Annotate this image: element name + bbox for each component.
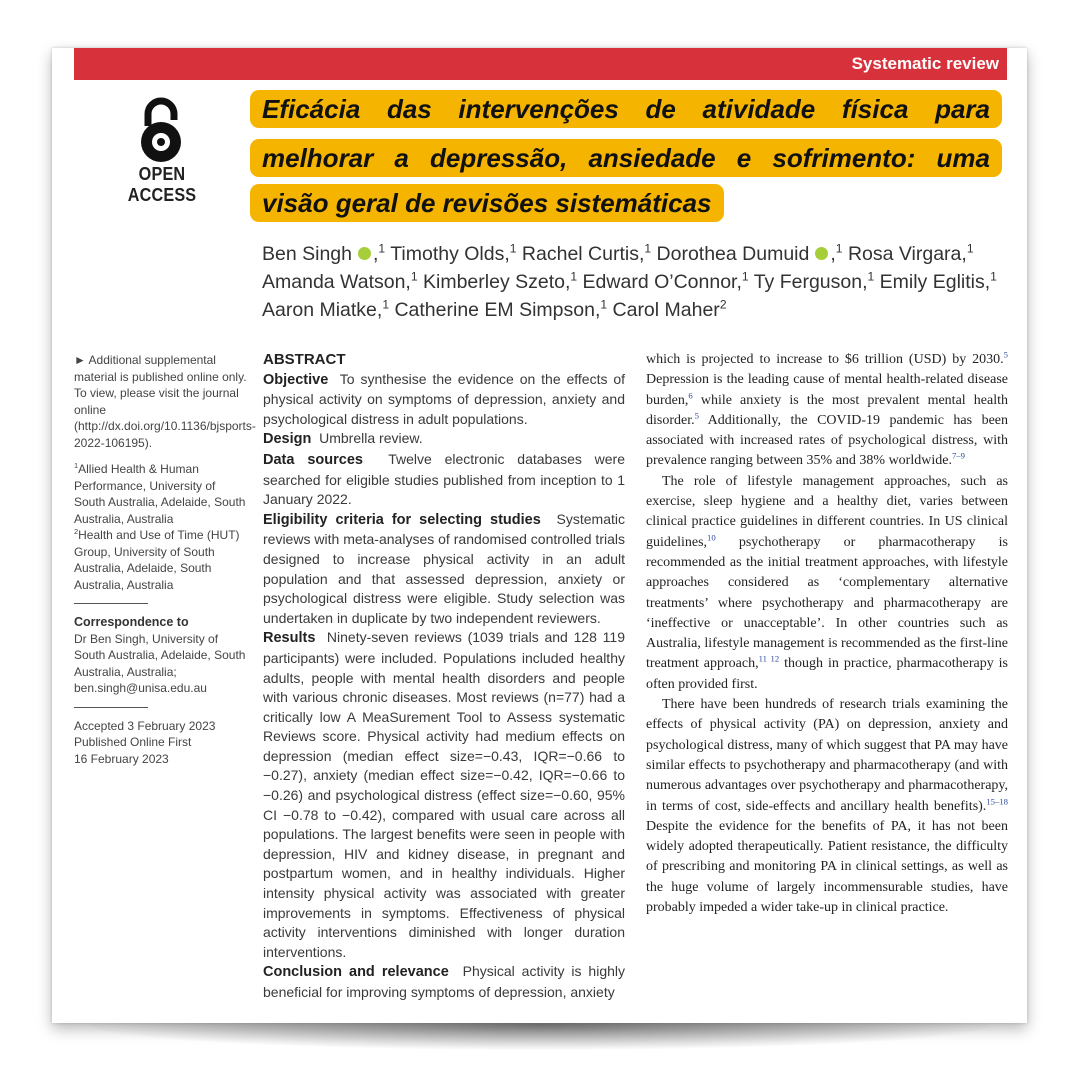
- accepted-date: Accepted 3 February 2023: [74, 718, 216, 733]
- abstract-conclusion: Conclusion and relevance Physical activity is highly beneficial for improving symptoms of depression, anxiety: [263, 963, 626, 1000]
- citation-link[interactable]: 15–18: [986, 795, 1008, 806]
- supplemental-note: ► Additional supplemental material is published online only. To view, please visit the journal online (http://dx.doi.org/10.1136/bjsports-2022-106195).: [74, 353, 256, 450]
- author: Aaron Miatke,$^1$: [262, 297, 390, 321]
- article-title-line-2: melhorar a depressão, ansiedade e sofrimento: uma: [250, 139, 1002, 177]
- author: Rachel Curtis,$^1$: [521, 241, 652, 265]
- body-text-column: [646, 350, 1008, 997]
- abstract-data-sources: Data sources Twelve electronic databases were searched for eligible studies published from inception to 1 January 2022.: [263, 450, 626, 508]
- orcid-icon[interactable]: [815, 247, 828, 260]
- author: Timothy Olds,$^1$: [390, 241, 517, 265]
- author: Carol Maher$^2$: [612, 297, 727, 321]
- abstract-objective: Objective To synthesise the evidence on the effects of physical activity on symptoms of depression, anxiety and psychological distress in adult populations.: [263, 370, 626, 427]
- author: Ty Ferguson,$^1$: [753, 269, 875, 293]
- sidebar-divider: [74, 707, 148, 708]
- author-list: [262, 240, 1002, 324]
- abstract-design: Design Umbrella review.: [263, 430, 423, 448]
- section-banner: [74, 48, 1007, 80]
- affiliation-2: $^2$Health and Use of Time (HUT) Group, University of South Australia, Adelaide, South Australia, Australia: [74, 527, 240, 592]
- orcid-icon[interactable]: [358, 247, 371, 260]
- article-page: [52, 48, 1027, 1023]
- affiliation-1: $^1$Allied Health & Human Performance, University of South Australia, Adelaide, South Australia, Australia: [74, 461, 246, 526]
- citation-link[interactable]: 7–9: [951, 450, 965, 461]
- author: Amanda Watson,$^1$: [262, 269, 418, 293]
- body-paragraph-2: The role of lifestyle management approaches, such as exercise, sleep hygiene and a healthy diet, varies between clinical practice guidelines in different countries. In US clinical guidelines,$^{10}$ psychotherapy or pharmacotherapy is recommended as the initial treatment approaches, with lifestyle approaches considered as ‘complementary alternative treatments’ where psychotherapy and pharmacotherapy are ‘ineffective or unacceptable’. In other countries such as Australia, lifestyle management is recommended as the first-line treatment approach,$^{11 12}$ though in practice, pharmacotherapy is often provided first.: [646, 473, 1008, 692]
- open-access-label: OPEN ACCESS: [127, 164, 197, 205]
- author: Catherine EM Simpson,$^1$: [394, 297, 608, 321]
- author: Rosa Virgara,$^1$: [847, 241, 974, 265]
- published-online-date: 16 February 2023: [74, 751, 169, 766]
- article-sidebar: [74, 352, 256, 767]
- citation-link[interactable]: 6: [688, 389, 693, 400]
- correspondence-heading: Correspondence to: [74, 615, 189, 629]
- body-paragraph-1: which is projected to increase to $6 trillion (USD) by 2030.$^5$ Depression is the leading cause of mental health-related disease burden,$^6$ while anxiety is the most prevalent mental health disorder.$^5$ Additionally, the COVID-19 pandemic has been associated with increased rates of psychological distress, with prevalence ranging between 35% and 38% worldwide.$^{7-9}$: [646, 350, 1008, 469]
- article-title-line-3: visão geral de revisões sistemáticas: [250, 184, 724, 222]
- article-title-line-1: Eficácia das intervenções de atividade física para: [250, 90, 1002, 128]
- sidebar-divider: [74, 603, 148, 604]
- body-paragraph-3: There have been hundreds of research trials examining the effects of physical activity (PA) on depression, anxiety and psychological distress, many of which suggest that PA may have similar effects to psychotherapy and pharmacotherapy (and with numerous advantages over psychotherapy and pharmacotherapy, in terms of cost, side-effects and ancillary health benefits).$^{15-18}$ Despite the evidence for the benefits of PA, it has not been widely adopted therapeutically. Patient resistance, the difficulty of prescribing and monitoring PA in clinical settings, as well as the huge volume of largely incommensurable studies, have probably impeded a wider take-up in clinical practice.: [646, 697, 1008, 916]
- author: Emily Eglitis,$^1$: [879, 269, 997, 293]
- banner-label: Systematic review: [851, 54, 999, 73]
- published-online-label: Published Online First: [74, 735, 192, 749]
- abstract-heading: ABSTRACT: [263, 351, 346, 368]
- author: Kimberley Szeto,$^1$: [423, 269, 578, 293]
- author: Edward O’Connor,$^1$: [582, 269, 749, 293]
- citation-link[interactable]: 5: [1003, 350, 1008, 360]
- citation-link[interactable]: 5: [694, 410, 699, 421]
- author: Dorothea Dumuid ,$^1$: [656, 241, 843, 265]
- abstract-eligibility: Eligibility criteria for selecting studies Systematic reviews with meta-analyses of randomised controlled trials designed to increase physical activity in an adult population and that assessed depression, anxiety or psychological distress were eligible. Study selection was undertaken in duplicate by two independent reviewers.: [263, 510, 625, 626]
- abstract-results: Results Ninety-seven reviews (1039 trials and 128 119 participants) were included. Populations included healthy adults, people with mental health disorders and people with various chronic diseases. Most reviews (n=77) had a critically low A MeaSurement Tool to Assess systematic Reviews score. Physical activity had medium effects on depression (median effect size=−0.43, IQR=−0.66 to −0.27), anxiety (median effect size=−0.42, IQR=−0.66 to −0.26) and psychological distress (effect size=−0.60, 95% CI −0.78 to −0.42), compared with usual care across all populations. The largest benefits were seen in people with depression, HIV and kidney disease, in pregnant and postpartum women, and in healthy individuals. Higher intensity physical activity was associated with greater improvements in symptoms. Effectiveness of physical activity interventions diminished with longer duration interventions.: [263, 629, 625, 960]
- open-access-lock-icon: [134, 96, 188, 166]
- citation-link[interactable]: 10: [707, 532, 716, 543]
- author: Ben Singh ,$^1$: [262, 241, 386, 265]
- abstract: [263, 350, 625, 1003]
- correspondence-details: Dr Ben Singh, University of South Australia, Adelaide, South Australia, Australia; ben.singh@unisa.edu.au: [74, 631, 246, 695]
- citation-link[interactable]: 11 12: [758, 653, 780, 664]
